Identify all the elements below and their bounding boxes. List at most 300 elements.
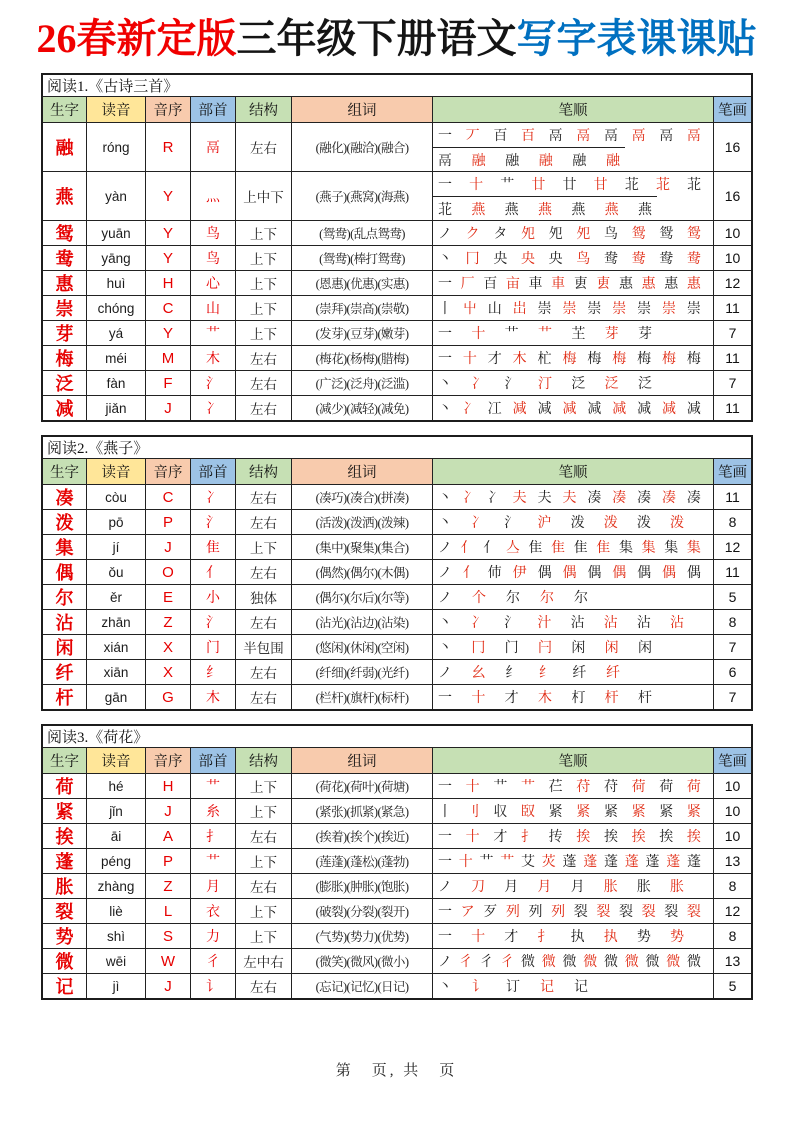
stroke-step: 讠 xyxy=(472,980,486,995)
stroke-step: 氵 xyxy=(504,377,519,392)
table-header-row xyxy=(43,748,751,774)
stroke-step: 彳 xyxy=(500,955,515,970)
radical-cell: 艹 xyxy=(190,849,235,873)
table-row xyxy=(43,271,751,296)
stroke-step: 胀 xyxy=(603,880,618,895)
stroke-step: 杆 xyxy=(604,691,619,706)
structure-cell: 左右 xyxy=(235,510,291,534)
words-cell: (膨胀)(肿胀)(饱胀) xyxy=(291,874,432,898)
table-row xyxy=(43,123,751,172)
stroke-step: 冫 xyxy=(471,616,486,631)
stroke-step: 凑 xyxy=(686,491,701,506)
stroke-step: 叀 xyxy=(573,277,588,292)
stroke-step: 才 xyxy=(504,691,519,706)
stroke-step: 门 xyxy=(504,641,519,656)
table-row xyxy=(43,974,751,998)
stroke-count-cell: 7 xyxy=(713,635,751,659)
stroke-order-cell xyxy=(432,660,713,684)
column-header-pinyin: 读音 xyxy=(86,459,145,484)
pinyin-cell: yuān xyxy=(86,221,145,245)
stroke-order-line xyxy=(433,774,706,798)
radical-cell: 讠 xyxy=(190,974,235,998)
stroke-step: 鸯 xyxy=(631,252,646,267)
stroke-count-cell: 7 xyxy=(713,685,751,709)
stroke-step: 汀 xyxy=(537,377,552,392)
initial-cell: Z xyxy=(145,610,190,634)
initial-cell: H xyxy=(145,271,190,295)
stroke-step: 减 xyxy=(686,402,701,417)
stroke-order-cell xyxy=(432,221,713,245)
stroke-order-line xyxy=(433,849,706,873)
stroke-step: 执 xyxy=(570,930,585,945)
tables-container xyxy=(41,73,753,1000)
char-cell: 胀 xyxy=(55,877,74,897)
worksheet-table-3 xyxy=(41,724,753,1000)
stroke-order-line xyxy=(433,560,706,584)
stroke-step: 凑 xyxy=(612,491,627,506)
stroke-order-cell xyxy=(432,296,713,320)
initial-cell: Y xyxy=(145,172,190,220)
stroke-step: 鸟 xyxy=(576,252,591,267)
stroke-step: 闲 xyxy=(571,641,586,656)
stroke-count-cell: 8 xyxy=(713,874,751,898)
stroke-step: 百 xyxy=(520,129,535,144)
stroke-step: 刂 xyxy=(465,805,480,820)
char-cell: 裂 xyxy=(55,902,74,922)
stroke-order-line xyxy=(433,610,689,634)
stroke-step: 惠 xyxy=(686,277,701,292)
stroke-order-cell xyxy=(432,396,713,420)
stroke-step: 才 xyxy=(504,930,519,945)
pinyin-cell: zhàng xyxy=(86,874,145,898)
stroke-step: 鸯 xyxy=(603,252,618,267)
stroke-step: 汁 xyxy=(537,616,552,631)
stroke-order-line xyxy=(433,172,706,196)
pinyin-cell: péng xyxy=(86,849,145,873)
pinyin-cell: pō xyxy=(86,510,145,534)
stroke-step: 十 xyxy=(465,830,480,845)
words-cell: (悠闲)(休闲)(空闲) xyxy=(291,635,432,659)
stroke-step: 艾 xyxy=(521,855,535,870)
column-header-pinyin: 读音 xyxy=(86,748,145,773)
char-cell: 梅 xyxy=(55,349,74,369)
char-cell: 崇 xyxy=(55,299,74,319)
stroke-step: 芽 xyxy=(637,327,652,342)
stroke-count-cell: 11 xyxy=(713,485,751,509)
stroke-step: 裂 xyxy=(686,905,701,920)
stroke-order-line xyxy=(433,346,706,370)
title-edition: 26春新定版 xyxy=(36,16,237,61)
pinyin-cell: liè xyxy=(86,899,145,923)
column-header-char: 生字 xyxy=(43,748,86,773)
stroke-order-line xyxy=(433,924,689,948)
stroke-step: 微 xyxy=(645,955,660,970)
radical-cell: 山 xyxy=(190,296,235,320)
stroke-step: 泼 xyxy=(636,516,651,531)
stroke-order-line xyxy=(433,799,706,823)
stroke-count-cell: 7 xyxy=(713,371,751,395)
stroke-step: 刀 xyxy=(471,880,486,895)
stroke-step: 鬲 xyxy=(438,153,452,169)
stroke-order-cell xyxy=(432,172,713,220)
words-cell: (发芽)(豆芽)(嫩芽) xyxy=(291,321,432,345)
initial-cell: W xyxy=(145,949,190,973)
stroke-step: 丶 xyxy=(438,516,452,531)
table-row xyxy=(43,685,751,709)
table-caption-row xyxy=(43,726,751,748)
stroke-step: 闲 xyxy=(604,641,619,656)
stroke-step: 十 xyxy=(471,930,486,945)
char-cell: 鸳 xyxy=(55,224,74,244)
structure-cell: 左右 xyxy=(235,610,291,634)
stroke-step: 崇 xyxy=(537,302,552,317)
stroke-step: 燕 xyxy=(471,202,486,218)
table-row xyxy=(43,585,751,610)
char-cell: 杆 xyxy=(55,688,74,708)
stroke-step: 记 xyxy=(540,980,554,995)
radical-cell: 艹 xyxy=(190,321,235,345)
pinyin-cell: hé xyxy=(86,774,145,798)
radical-cell: 月 xyxy=(190,874,235,898)
char-cell: 蓬 xyxy=(55,852,74,872)
stroke-step: 燕 xyxy=(537,202,552,218)
column-header-radical: 部首 xyxy=(190,748,235,773)
stroke-step: 惠 xyxy=(664,277,679,292)
structure-cell: 独体 xyxy=(235,585,291,609)
table-caption: 阅读1.《古诗三首》 xyxy=(47,79,179,95)
table-row xyxy=(43,899,751,924)
stroke-step: 亻 xyxy=(462,566,477,581)
stroke-step: 廿 xyxy=(531,178,546,193)
initial-cell: H xyxy=(145,774,190,798)
stroke-step: 偶 xyxy=(662,566,677,581)
table-caption-row xyxy=(43,437,751,459)
words-cell: (鸳鸯)(棒打鸳鸯) xyxy=(291,246,432,270)
stroke-step: 微 xyxy=(624,955,639,970)
stroke-step: 融 xyxy=(471,153,486,169)
stroke-step: 尔 xyxy=(506,591,520,606)
table-caption: 阅读2.《燕子》 xyxy=(47,441,149,457)
stroke-step: 冂 xyxy=(465,252,480,267)
table-row xyxy=(43,346,751,371)
stroke-step: 荷 xyxy=(631,780,646,795)
stroke-step: 隹 xyxy=(596,541,611,556)
stroke-order-line xyxy=(433,899,706,923)
char-cell: 偶 xyxy=(55,563,74,583)
initial-cell: C xyxy=(145,296,190,320)
stroke-step: 列 xyxy=(551,905,566,920)
stroke-count-cell: 16 xyxy=(713,172,751,220)
stroke-step: 央 xyxy=(493,252,508,267)
stroke-step: 一 xyxy=(438,327,452,342)
stroke-step: 挨 xyxy=(686,830,701,845)
stroke-step: 鸳 xyxy=(686,227,701,242)
stroke-order-cell xyxy=(432,874,713,898)
column-header-pinyin: 读音 xyxy=(86,97,145,122)
stroke-step: 鸯 xyxy=(686,252,701,267)
stroke-step: 鬲 xyxy=(631,129,646,144)
stroke-step: 紧 xyxy=(576,805,591,820)
column-header-count: 笔画 xyxy=(713,748,751,773)
stroke-order-cell xyxy=(432,774,713,798)
stroke-order-cell xyxy=(432,535,713,559)
stroke-step: 裂 xyxy=(573,905,588,920)
stroke-step: 百 xyxy=(493,129,508,144)
stroke-count-cell: 16 xyxy=(713,123,751,171)
stroke-step: 冫 xyxy=(487,491,502,506)
stroke-step: 微 xyxy=(541,955,556,970)
stroke-step: 彳 xyxy=(458,955,473,970)
stroke-order-cell xyxy=(432,924,713,948)
stroke-step: 崇 xyxy=(612,302,627,317)
stroke-step: 紧 xyxy=(631,805,646,820)
stroke-step: 杧 xyxy=(537,352,552,367)
stroke-step: 执 xyxy=(603,930,618,945)
stroke-step: 冫 xyxy=(462,491,477,506)
stroke-step: 偶 xyxy=(537,566,552,581)
stroke-step: 梅 xyxy=(587,352,602,367)
stroke-order-line xyxy=(433,396,706,420)
words-cell: (广泛)(泛舟)(泛滥) xyxy=(291,371,432,395)
stroke-order-cell xyxy=(432,849,713,873)
stroke-step: 燕 xyxy=(571,202,586,218)
pinyin-cell: yá xyxy=(86,321,145,345)
stroke-step: ノ xyxy=(438,591,452,606)
words-cell: (忘记)(记忆)(日记) xyxy=(291,974,432,998)
stroke-step: 沾 xyxy=(603,616,618,631)
stroke-step: 岀 xyxy=(512,302,527,317)
stroke-step: 崇 xyxy=(562,302,577,317)
stroke-step: 纤 xyxy=(605,666,620,681)
stroke-step: 丶 xyxy=(438,980,452,995)
initial-cell: G xyxy=(145,685,190,709)
stroke-step: 崇 xyxy=(686,302,701,317)
pinyin-cell: chóng xyxy=(86,296,145,320)
pinyin-cell: shì xyxy=(86,924,145,948)
structure-cell: 上下 xyxy=(235,849,291,873)
initial-cell: S xyxy=(145,924,190,948)
column-header-radical: 部首 xyxy=(190,459,235,484)
stroke-step: 苻 xyxy=(576,780,591,795)
stroke-count-cell: 6 xyxy=(713,660,751,684)
column-header-words: 组词 xyxy=(291,459,432,484)
stroke-order-cell xyxy=(432,949,713,973)
stroke-step: 隹 xyxy=(551,541,566,556)
stroke-order-cell xyxy=(432,824,713,848)
stroke-step: 偶 xyxy=(587,566,602,581)
stroke-step: 融 xyxy=(605,153,620,169)
stroke-step: 月 xyxy=(537,880,552,895)
table-row xyxy=(43,321,751,346)
stroke-order-cell xyxy=(432,899,713,923)
stroke-step: 势 xyxy=(669,930,684,945)
stroke-step: 丶 xyxy=(438,641,452,656)
stroke-order-line xyxy=(433,246,706,270)
stroke-step: 一 xyxy=(438,930,452,945)
stroke-step: 集 xyxy=(641,541,656,556)
radical-cell: 冫 xyxy=(190,485,235,509)
words-cell: (沾光)(沾边)(沾染) xyxy=(291,610,432,634)
stroke-step: 减 xyxy=(537,402,552,417)
stroke-step: 丶 xyxy=(438,377,452,392)
char-cell: 紧 xyxy=(55,802,74,822)
stroke-step: 氵 xyxy=(504,516,519,531)
stroke-step: 鬲 xyxy=(686,129,701,144)
stroke-step: ク xyxy=(465,227,480,242)
stroke-step: 裂 xyxy=(596,905,611,920)
stroke-order-line xyxy=(433,824,706,848)
char-cell: 记 xyxy=(55,977,74,997)
stroke-count-cell: 11 xyxy=(713,560,751,584)
column-header-count: 笔画 xyxy=(713,97,751,122)
initial-cell: J xyxy=(145,974,190,998)
stroke-step: 裂 xyxy=(641,905,656,920)
stroke-count-cell: 8 xyxy=(713,510,751,534)
stroke-step: 微 xyxy=(583,955,598,970)
words-cell: (微笑)(微风)(微小) xyxy=(291,949,432,973)
words-cell: (偶然)(偶尔)(木偶) xyxy=(291,560,432,584)
stroke-step: 冮 xyxy=(487,402,502,417)
stroke-step: 沾 xyxy=(636,616,651,631)
words-cell: (融化)(融洽)(融合) xyxy=(291,123,432,171)
initial-cell: P xyxy=(145,849,190,873)
stroke-step: 伊 xyxy=(512,566,527,581)
words-cell: (偶尔)(尔后)(尔等) xyxy=(291,585,432,609)
stroke-step: 紧 xyxy=(686,805,701,820)
radical-cell: 艹 xyxy=(190,774,235,798)
stroke-step: 山 xyxy=(487,302,502,317)
words-cell: (凑巧)(凑合)(拼凑) xyxy=(291,485,432,509)
stroke-order-cell xyxy=(432,371,713,395)
stroke-order-line xyxy=(433,685,657,709)
stroke-step: 艹 xyxy=(493,780,508,795)
initial-cell: J xyxy=(145,396,190,420)
stroke-step: タ xyxy=(493,227,508,242)
stroke-step: 胀 xyxy=(669,880,684,895)
words-cell: (破裂)(分裂)(裂开) xyxy=(291,899,432,923)
pinyin-cell: jì xyxy=(86,974,145,998)
stroke-step: 一 xyxy=(438,780,452,795)
structure-cell: 上下 xyxy=(235,321,291,345)
stroke-step: 一 xyxy=(438,352,452,367)
stroke-count-cell: 10 xyxy=(713,246,751,270)
title-grade-subject: 三年级下册语文 xyxy=(236,16,517,61)
stroke-step: 廿 xyxy=(562,178,577,193)
stroke-step: 一 xyxy=(438,691,452,706)
stroke-step: 蓬 xyxy=(666,855,681,870)
stroke-step: 歹 xyxy=(483,905,498,920)
column-header-count: 笔画 xyxy=(713,459,751,484)
stroke-order-line xyxy=(433,221,706,245)
words-cell: (崇拜)(崇高)(崇敬) xyxy=(291,296,432,320)
stroke-step: ノ xyxy=(438,566,452,581)
stroke-step: 尔 xyxy=(574,591,588,606)
stroke-step: 十 xyxy=(471,691,486,706)
radical-cell: 门 xyxy=(190,635,235,659)
char-cell: 沾 xyxy=(55,613,74,633)
pinyin-cell: méi xyxy=(86,346,145,370)
char-cell: 泛 xyxy=(55,374,74,394)
stroke-step: 芽 xyxy=(604,327,619,342)
stroke-step: ノ xyxy=(438,666,452,681)
stroke-step: 臤 xyxy=(520,805,535,820)
stroke-step: 叀 xyxy=(596,277,611,292)
radical-cell: 氵 xyxy=(190,610,235,634)
stroke-step: 偶 xyxy=(686,566,701,581)
table-row xyxy=(43,610,751,635)
stroke-step: 裂 xyxy=(664,905,679,920)
stroke-step: 苻 xyxy=(603,780,618,795)
stroke-step: 融 xyxy=(505,153,520,169)
stroke-step: 梅 xyxy=(562,352,577,367)
structure-cell: 左右 xyxy=(235,560,291,584)
stroke-step: 十 xyxy=(471,327,486,342)
page-title xyxy=(0,0,793,61)
stroke-step: 燕 xyxy=(637,202,652,218)
stroke-step: 惠 xyxy=(641,277,656,292)
stroke-step: 偶 xyxy=(637,566,652,581)
stroke-order-cell xyxy=(432,585,713,609)
stroke-step: 紧 xyxy=(659,805,674,820)
stroke-step: 才 xyxy=(493,830,508,845)
stroke-step: 央 xyxy=(520,252,535,267)
radical-cell: 鬲 xyxy=(190,123,235,171)
stroke-count-cell: 12 xyxy=(713,535,751,559)
stroke-step: 融 xyxy=(572,153,587,169)
stroke-order-cell xyxy=(432,635,713,659)
stroke-step: 鬲 xyxy=(659,129,674,144)
structure-cell: 左右 xyxy=(235,396,291,420)
structure-cell: 上下 xyxy=(235,271,291,295)
stroke-step: 列 xyxy=(505,905,520,920)
stroke-step: 収 xyxy=(493,805,508,820)
stroke-step: 鬲 xyxy=(576,129,591,144)
stroke-step: 惠 xyxy=(619,277,633,292)
stroke-step: 微 xyxy=(521,955,535,970)
pinyin-cell: xiān xyxy=(86,660,145,684)
structure-cell: 左右 xyxy=(235,485,291,509)
initial-cell: Y xyxy=(145,321,190,345)
char-cell: 集 xyxy=(55,538,74,558)
table-row xyxy=(43,296,751,321)
radical-cell: 亻 xyxy=(190,560,235,584)
pinyin-cell: fàn xyxy=(86,371,145,395)
char-cell: 融 xyxy=(55,138,74,158)
page-footer: 第 页, 共 页 xyxy=(335,1063,458,1079)
stroke-step: 苂 xyxy=(541,855,556,870)
stroke-step: 扌 xyxy=(520,830,535,845)
pinyin-cell: róng xyxy=(86,123,145,171)
stroke-order-cell xyxy=(432,799,713,823)
stroke-count-cell: 10 xyxy=(713,824,751,848)
stroke-step: 凑 xyxy=(637,491,652,506)
table-row xyxy=(43,560,751,585)
stroke-step: 隹 xyxy=(573,541,588,556)
stroke-count-cell: 12 xyxy=(713,271,751,295)
stroke-step: 木 xyxy=(512,352,527,367)
stroke-step: 百 xyxy=(483,277,498,292)
pinyin-cell: yāng xyxy=(86,246,145,270)
initial-cell: M xyxy=(145,346,190,370)
stroke-step: 泛 xyxy=(637,377,652,392)
structure-cell: 左右 xyxy=(235,874,291,898)
stroke-step: 月 xyxy=(504,880,519,895)
stroke-count-cell: 5 xyxy=(713,585,751,609)
stroke-step: 丶 xyxy=(438,491,452,506)
stroke-count-cell: 10 xyxy=(713,774,751,798)
stroke-step: 亼 xyxy=(505,541,520,556)
initial-cell: Y xyxy=(145,246,190,270)
